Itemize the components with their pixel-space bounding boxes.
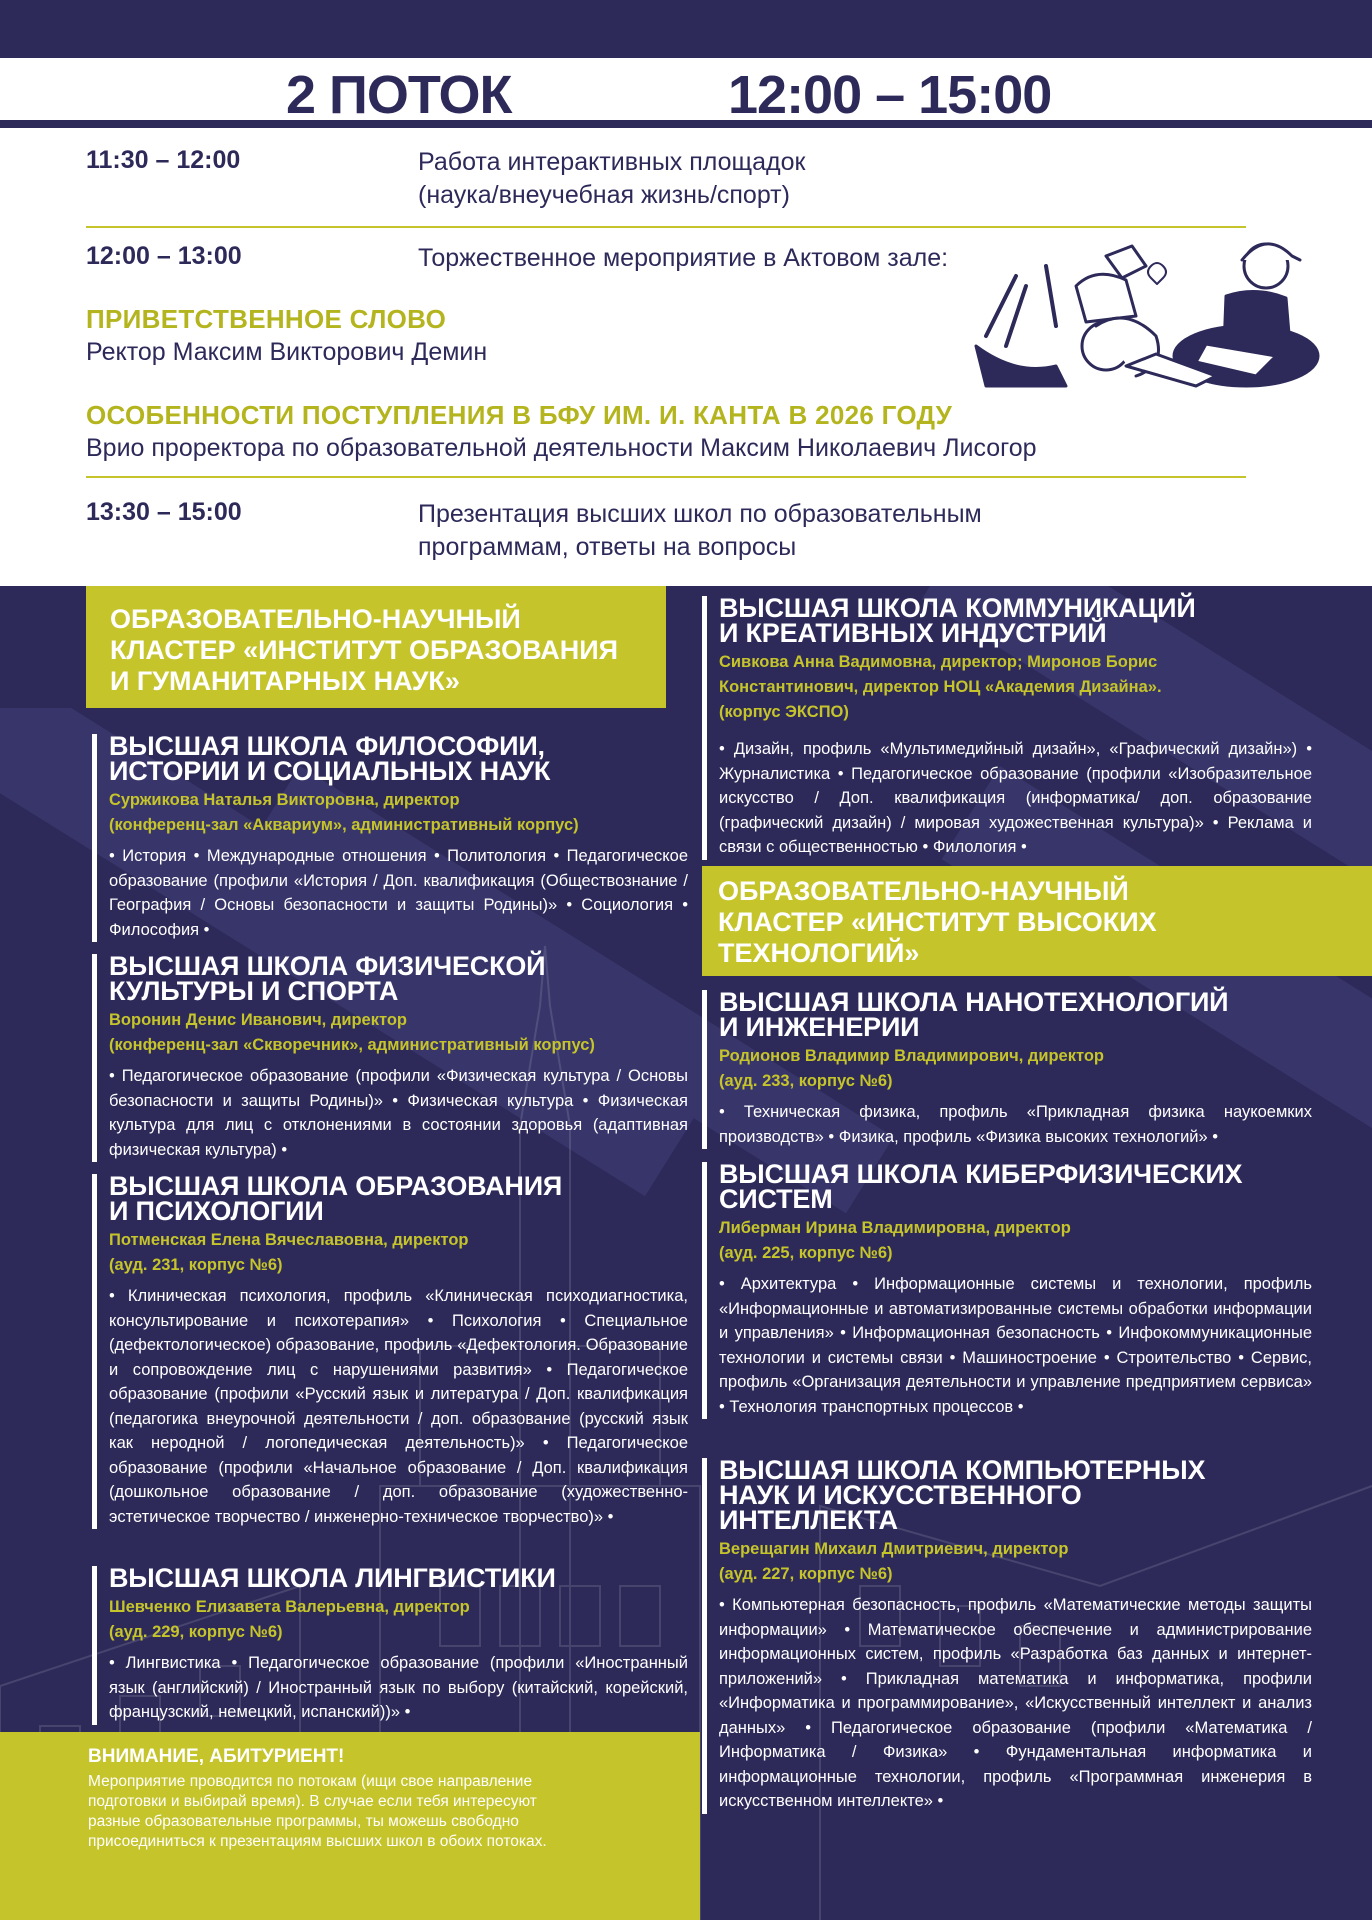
cluster-title-line: И ГУМАНИТАРНЫХ НАУК» — [110, 666, 460, 696]
school-director-line: Воронин Денис Иванович, директор — [109, 1011, 408, 1029]
schedule-desc-line: (наука/внеучебная жизнь/спорт) — [418, 181, 790, 209]
schedule-desc — [418, 242, 1038, 275]
school-name-line: ВЫСШАЯ ШКОЛА КИБЕРФИЗИЧЕСКИХ — [719, 1159, 1243, 1189]
schedule-desc-line: Презентация высших школ по образовательным — [418, 500, 982, 528]
students-reading-illustration — [956, 226, 1322, 404]
cluster-title-line: КЛАСТЕР «ИНСТИТУТ ОБРАЗОВАНИЯ — [110, 635, 619, 665]
school-location: (ауд. 225, корпус №6) — [719, 1244, 893, 1262]
attention-line: присоединиться к презентациям высших школ в обоих потоках. — [88, 1833, 547, 1850]
schedule-row — [86, 146, 1246, 212]
stream-time: 12:00 – 15:00 — [728, 65, 1052, 125]
attention-body — [88, 1772, 648, 1852]
school-programs: • Архитектура • Информационные системы и технологии, профиль «Информационные и автоматизированные системы обработки информации и управления» • Информационная безопасность • Инфокоммуникационные технологии и системы связи • Машиностроение • Строительство • Сервис, профиль «Организация деятельности и управление предприятием сервиса» • Технология транспортных процессов • — [719, 1275, 1312, 1416]
school-philosophy — [92, 731, 688, 942]
school-programs: • Дизайн, профиль «Мультимедийный дизайн», «Графический дизайн») • Журналистика • Педагогическое образование (профили «Изобразительное искусство / Доп. квалификация (информатика/ доп. образование (графический дизайн) / мировая художественная культура)» • Реклама и связи с общественностью • Филология • — [719, 740, 1312, 856]
school-location: (ауд. 227, корпус №6) — [719, 1565, 893, 1583]
cluster-title-line: ОБРАЗОВАТЕЛЬНО-НАУЧНЫЙ — [110, 604, 521, 634]
school-sport — [92, 951, 688, 1162]
school-name-line: И ПСИХОЛОГИИ — [109, 1196, 324, 1226]
schedule-desc-line: Торжественное мероприятие в Актовом зале: — [418, 244, 949, 272]
schedule-time: 13:30 – 15:00 — [86, 498, 242, 526]
school-name-line: ВЫСШАЯ ШКОЛА НАНОТЕХНОЛОГИЙ — [719, 987, 1229, 1017]
top-band — [0, 0, 1372, 58]
school-director — [109, 1008, 688, 1058]
attention-line: подготовки и выбирай время). В случае если тебя интересуют — [88, 1793, 537, 1810]
school-ai — [702, 1455, 1312, 1814]
school-director — [719, 650, 1312, 725]
school-name — [109, 731, 688, 786]
school-location: (ауд. 233, корпус №6) — [719, 1072, 893, 1090]
school-location: (конференц-зал «Аквариум», административный корпус) — [109, 816, 579, 834]
speech-speaker: Ректор Максим Викторович Демин — [86, 338, 488, 366]
stream-label: 2 ПОТОК — [286, 65, 512, 125]
school-programs: • Техническая физика, профиль «Прикладная физика наукоемких производств» • Физика, профиль «Физика высоких технологий» • — [719, 1103, 1312, 1146]
school-director — [719, 1044, 1312, 1094]
school-director-line: Шевченко Елизавета Валерьевна, директор — [109, 1598, 470, 1616]
speech-speaker: Врио проректора по образовательной деятельности Максим Николаевич Лисогор — [86, 434, 1037, 462]
speech-heading: ПРИВЕТСТВЕННОЕ СЛОВО — [86, 304, 447, 334]
school-name-line: ВЫСШАЯ ШКОЛА КОМПЬЮТЕРНЫХ — [719, 1455, 1206, 1485]
attention-heading: ВНИМАНИЕ, АБИТУРИЕНТ! — [88, 1746, 345, 1767]
school-director-line: Суржикова Наталья Викторовна, директор — [109, 791, 460, 809]
attention-line: разные образовательные программы, ты можешь свободно — [88, 1813, 519, 1830]
schedule-desc-line: программам, ответы на вопросы — [418, 533, 797, 561]
cluster-title-line: КЛАСТЕР «ИНСТИТУТ ВЫСОКИХ — [718, 907, 1157, 937]
school-director-line: Потменская Елена Вячеславовна, директор — [109, 1231, 469, 1249]
cluster-tech — [702, 866, 1372, 976]
school-name — [719, 1159, 1312, 1214]
cluster-title-line: ОБРАЗОВАТЕЛЬНО-НАУЧНЫЙ — [718, 876, 1129, 906]
school-director — [719, 1216, 1312, 1266]
school-location: (ауд. 231, корпус №6) — [109, 1256, 283, 1274]
school-location: (корпус ЭКСПО) — [719, 703, 849, 721]
attention-line: Мероприятие проводится по потокам (ищи свое направление — [88, 1773, 533, 1790]
school-name — [109, 951, 688, 1006]
cluster-spacer — [0, 586, 86, 708]
school-name-line: СИСТЕМ — [719, 1184, 833, 1214]
school-director-line: Либерман Ирина Владимировна, директор — [719, 1219, 1071, 1237]
school-name-line: ВЫСШАЯ ШКОЛА КОММУНИКАЦИЙ — [719, 593, 1196, 623]
schedule-desc — [418, 498, 1098, 564]
school-location: (конференц-зал «Скворечник», административный корпус) — [109, 1036, 595, 1054]
school-director — [109, 1228, 688, 1278]
school-programs: • История • Международные отношения • Политология • Педагогическое образование (профили «История / Доп. квалификация (Обществознание / География / Основы безопасности и защиты Родины)» • Социология • Философия • — [109, 847, 688, 939]
school-name-line: ИСТОРИИ И СОЦИАЛЬНЫХ НАУК — [109, 756, 551, 786]
schedule-desc — [418, 146, 1018, 212]
school-cyber — [702, 1159, 1312, 1419]
school-name-line: И ИНЖЕНЕРИИ — [719, 1012, 920, 1042]
school-name — [109, 1563, 688, 1593]
school-name — [719, 987, 1312, 1042]
speech-heading: ОСОБЕННОСТИ ПОСТУПЛЕНИЯ В БФУ ИМ. И. КАНТА В 2026 ГОДУ — [86, 400, 953, 430]
school-name-line: ВЫСШАЯ ШКОЛА ФИЛОСОФИИ, — [109, 731, 545, 761]
school-name-line: КУЛЬТУРЫ И СПОРТА — [109, 976, 399, 1006]
schedule-time: 11:30 – 12:00 — [86, 146, 241, 174]
school-programs: • Компьютерная безопасность, профиль «Математические методы защиты информации» • Математическое обеспечение и администрирование информационных систем, профиль «Разработка баз данных и интернет-приложений» • Прикладная математика и информатика, профили «Информатика и программирование», «Искусственный интеллект и анализ данных» • Педагогическое образование (профили «Математика / Информатика / Физика» • Фундаментальная информатика и информационные технологии, профиль «Программная инженерия в искусственном интеллекте» • — [719, 1596, 1312, 1810]
school-director-line: Сивкова Анна Вадимовна, директор; Миронов Борис — [719, 653, 1158, 671]
divider — [86, 476, 1246, 478]
school-name — [719, 1455, 1312, 1535]
school-director — [109, 788, 688, 838]
school-name — [109, 1171, 688, 1226]
cluster-humanities — [86, 586, 666, 708]
school-education — [92, 1171, 688, 1529]
schedule-time: 12:00 – 13:00 — [86, 242, 242, 270]
schedule-row — [86, 498, 1246, 564]
school-name-line: И КРЕАТИВНЫХ ИНДУСТРИЙ — [719, 618, 1107, 648]
school-director-line: Родионов Владимир Владимирович, директор — [719, 1047, 1105, 1065]
school-programs: • Лингвистика • Педагогическое образование (профили «Иностранный язык (английский) / Иностранный язык по выбору (китайский, корейский, французский, немецкий, испанский))» • — [109, 1654, 688, 1721]
cluster-title-line: ТЕХНОЛОГИЙ» — [718, 938, 920, 968]
school-director — [719, 1537, 1312, 1587]
attention-notice — [0, 1732, 700, 1920]
school-director-line: Верещагин Михаил Дмитриевич, директор — [719, 1540, 1069, 1558]
stream-title-bar — [0, 58, 1372, 128]
schedule-desc-line: Работа интерактивных площадок — [418, 148, 806, 176]
school-name-line: ИНТЕЛЛЕКТА — [719, 1505, 898, 1535]
school-name-line: ВЫСШАЯ ШКОЛА ЛИНГВИСТИКИ — [109, 1563, 556, 1593]
school-programs: • Педагогическое образование (профили «Физическая культура / Основы безопасности и защиты Родины)» • Физическая культура • Физическая культура для лиц с отклонениями в состоянии здоровья (адаптивная физическая культура) • — [109, 1067, 688, 1159]
school-communications — [702, 593, 1312, 860]
school-name — [719, 593, 1312, 648]
school-director-line: Константинович, директор НОЦ «Академия Дизайна». — [719, 678, 1162, 696]
school-name-line: НАУК И ИСКУССТВЕННОГО — [719, 1480, 1082, 1510]
school-location: (ауд. 229, корпус №6) — [109, 1623, 283, 1641]
school-linguistics — [92, 1563, 688, 1725]
school-name-line: ВЫСШАЯ ШКОЛА ОБРАЗОВАНИЯ — [109, 1171, 563, 1201]
school-nano — [702, 987, 1312, 1149]
school-name-line: ВЫСШАЯ ШКОЛА ФИЗИЧЕСКОЙ — [109, 951, 546, 981]
school-director — [109, 1595, 688, 1645]
school-programs: • Клиническая психология, профиль «Клиническая психодиагностика, консультирование и психотерапия» • Психология • Специальное (дефектологическое) образование, профиль «Дефектология. Образование и сопровождение лиц с нарушениями развития» • Педагогическое образование (профили «Русский язык и литература / Доп. квалификация (педагогика внеурочной деятельности / доп. образование (русский язык как неродной / логопедическая деятельность)» • Педагогическое образование (профили «Начальное образование / Доп. квалификация (дошкольное образование / доп. образование (художественно-эстетическое творчество / инженерно-техническое творчество)» • — [109, 1287, 688, 1526]
